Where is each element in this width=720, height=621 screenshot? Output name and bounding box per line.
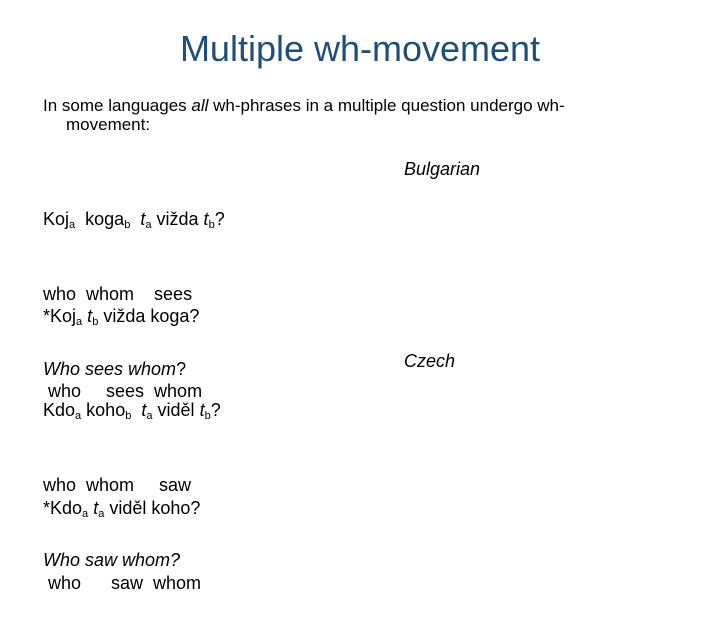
- language-label-czech: Czech: [404, 351, 456, 371]
- slide-title: Multiple wh-movement: [179, 28, 541, 69]
- example-gloss: who sees whom: [43, 381, 203, 401]
- example-gloss: who whom sees: [43, 284, 193, 304]
- example-translation: Who saw whom?: [43, 550, 181, 570]
- intro-emphasis: all: [191, 96, 209, 115]
- example-gloss: who whom saw: [43, 475, 192, 495]
- czech-example-2: [43, 446, 201, 621]
- example-sentence: Koj$_a$ koga$_b$ $t_a$ vižda $t_b$?: [43, 209, 225, 231]
- example-sentence: Kdo$_a$ koho$_b$ $t_a$ viděl $t_b$?: [43, 400, 221, 422]
- example-translation: Who sees whom?: [43, 359, 187, 379]
- intro-line-2: movement:: [66, 115, 151, 134]
- example-gloss: who saw whom: [43, 573, 202, 593]
- example-sentence: *Kdo$_a$ $t_a$ viděl koho?: [43, 498, 201, 520]
- language-label-bulgarian: Bulgarian: [404, 159, 481, 179]
- example-sentence: *Koj$_a$ $t_b$ vižda koga?: [43, 306, 200, 328]
- intro-text: [43, 96, 683, 134]
- intro-line-1: In some languages all wh-phrases in a multiple question undergo wh-: [43, 96, 565, 115]
